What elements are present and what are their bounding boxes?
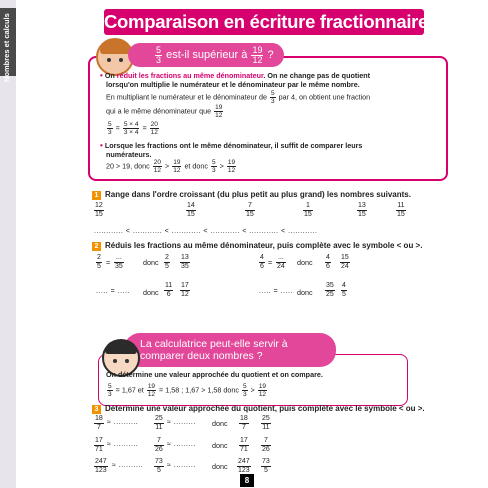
title-banner [104,9,429,35]
page-title: Comparaison en écriture fractionnaire [104,11,429,32]
lesson2-line2: $\frac{5}{3}$ = 1,67 et $\frac{19}{12}$ = 1,58 ; 1,67 > 1,58 donc $\frac{5}{3}$ > $\frac{19}{12}$ [108,383,267,398]
donc-label: donc [297,288,313,297]
bullet-icon: • [100,71,103,80]
exercise-2-instruction: 2 Réduis les fractions au même dénominateur, puis complète avec le symbole < ou >. [92,241,422,251]
donc-label: donc [212,419,228,428]
question-text: est-il supérieur à [166,49,248,61]
ex3-blank[interactable]: ≈ ......... [167,419,196,426]
rule-1: • On réduit les fractions au même dénominateur. On ne change pas de quotient [100,71,371,80]
rule-2-line2: numérateurs. [106,150,152,159]
page-number: 8 [240,474,254,487]
calculation: $\frac{5}{3}$ = $\frac{5 \times 4}{3 \times 4}$ = $\frac{20}{12}$ [108,121,158,136]
fraction: $\frac{5}{3}$ [156,44,162,65]
ex3-blank[interactable]: ≈ ......... [167,441,196,448]
exercise-1-instruction: 1 Range dans l'ordre croissant (du plus petit au plus grand) les nombres suivants. [92,190,411,200]
question-mark: ? [267,49,274,61]
rule-2: • Lorsque les fractions ont le même dénominateur, il suffit de comparer leurs [100,141,363,150]
ex3-blank[interactable]: ≈ ......... [167,462,196,469]
ex1-fraction: 13 15 [358,202,366,218]
ex2-blank[interactable]: ..... = ..... [96,288,130,295]
ex3-blank[interactable]: ≈ .......... [112,462,144,469]
ex2-fraction-input[interactable]: ... 35 [115,254,123,270]
ex1-fraction: 7 15 [246,202,254,218]
exercise-number-badge: 2 [92,242,101,251]
bullet-icon: • [100,141,103,150]
ex1-fraction: 1 15 [304,202,312,218]
multiply-explanation: En multipliant le numérateur et le dénominateur de $\frac{5}{3}$ par 4, on obtient une fraction [106,90,371,105]
ex2-fraction: 2 5 [97,254,101,270]
lesson2-line1: On détermine une valeur approchée du quotient et on compare. [106,370,323,379]
conclusion: 20 > 19, donc $\frac{20}{12}$ > $\frac{19}{12}$ et donc $\frac{5}{3}$ > $\frac{19}{12}$ [106,159,236,174]
fraction: $\frac{5}{3}$ [271,90,275,105]
ex1-fraction: 14 15 [187,202,195,218]
ex3-blank[interactable]: ≈ .......... [107,419,139,426]
rule-1-line2: lorsqu'on multiplie le numérateur et le dénominateur par le même nombre. [106,80,360,89]
ex2-blank[interactable]: ..... = ..... [259,288,293,295]
donc-label: donc [143,288,159,297]
ex1-fraction: 12 15 [95,202,103,218]
donc-label: donc [212,441,228,450]
exercise-3-instruction: 3 Détermine une valeur approchée du quotient, puis complète avec le symbole < ou >. [92,404,425,414]
ex1-fraction: 11 15 [397,202,405,218]
lesson-question-1 [128,43,284,67]
donc-label: donc [212,462,228,471]
lesson-question-2: La calculatrice peut-elle servir à comparer deux nombres ? [124,333,336,367]
sidebar-tab [0,8,16,82]
donc-label: donc [143,258,159,267]
fraction: $\frac{19}{12}$ [215,104,223,119]
ex2-fraction-input[interactable]: ... 24 [277,254,285,270]
same-denominator-line: qui a le même dénominateur que $\frac{19}{12}$ [106,104,223,119]
fraction: $\frac{19}{12}$ [252,44,263,65]
ex1-answer-line[interactable]: ............ < ............ < ............ < ............ < ............ < ............ [94,228,318,235]
exercise-number-badge: 1 [92,191,101,200]
sidebar-label: Nombres et calculs [2,13,11,82]
sidebar [0,0,16,488]
exercise-number-badge: 3 [92,405,101,414]
donc-label: donc [297,258,313,267]
ex3-blank[interactable]: ≈ .......... [107,441,139,448]
